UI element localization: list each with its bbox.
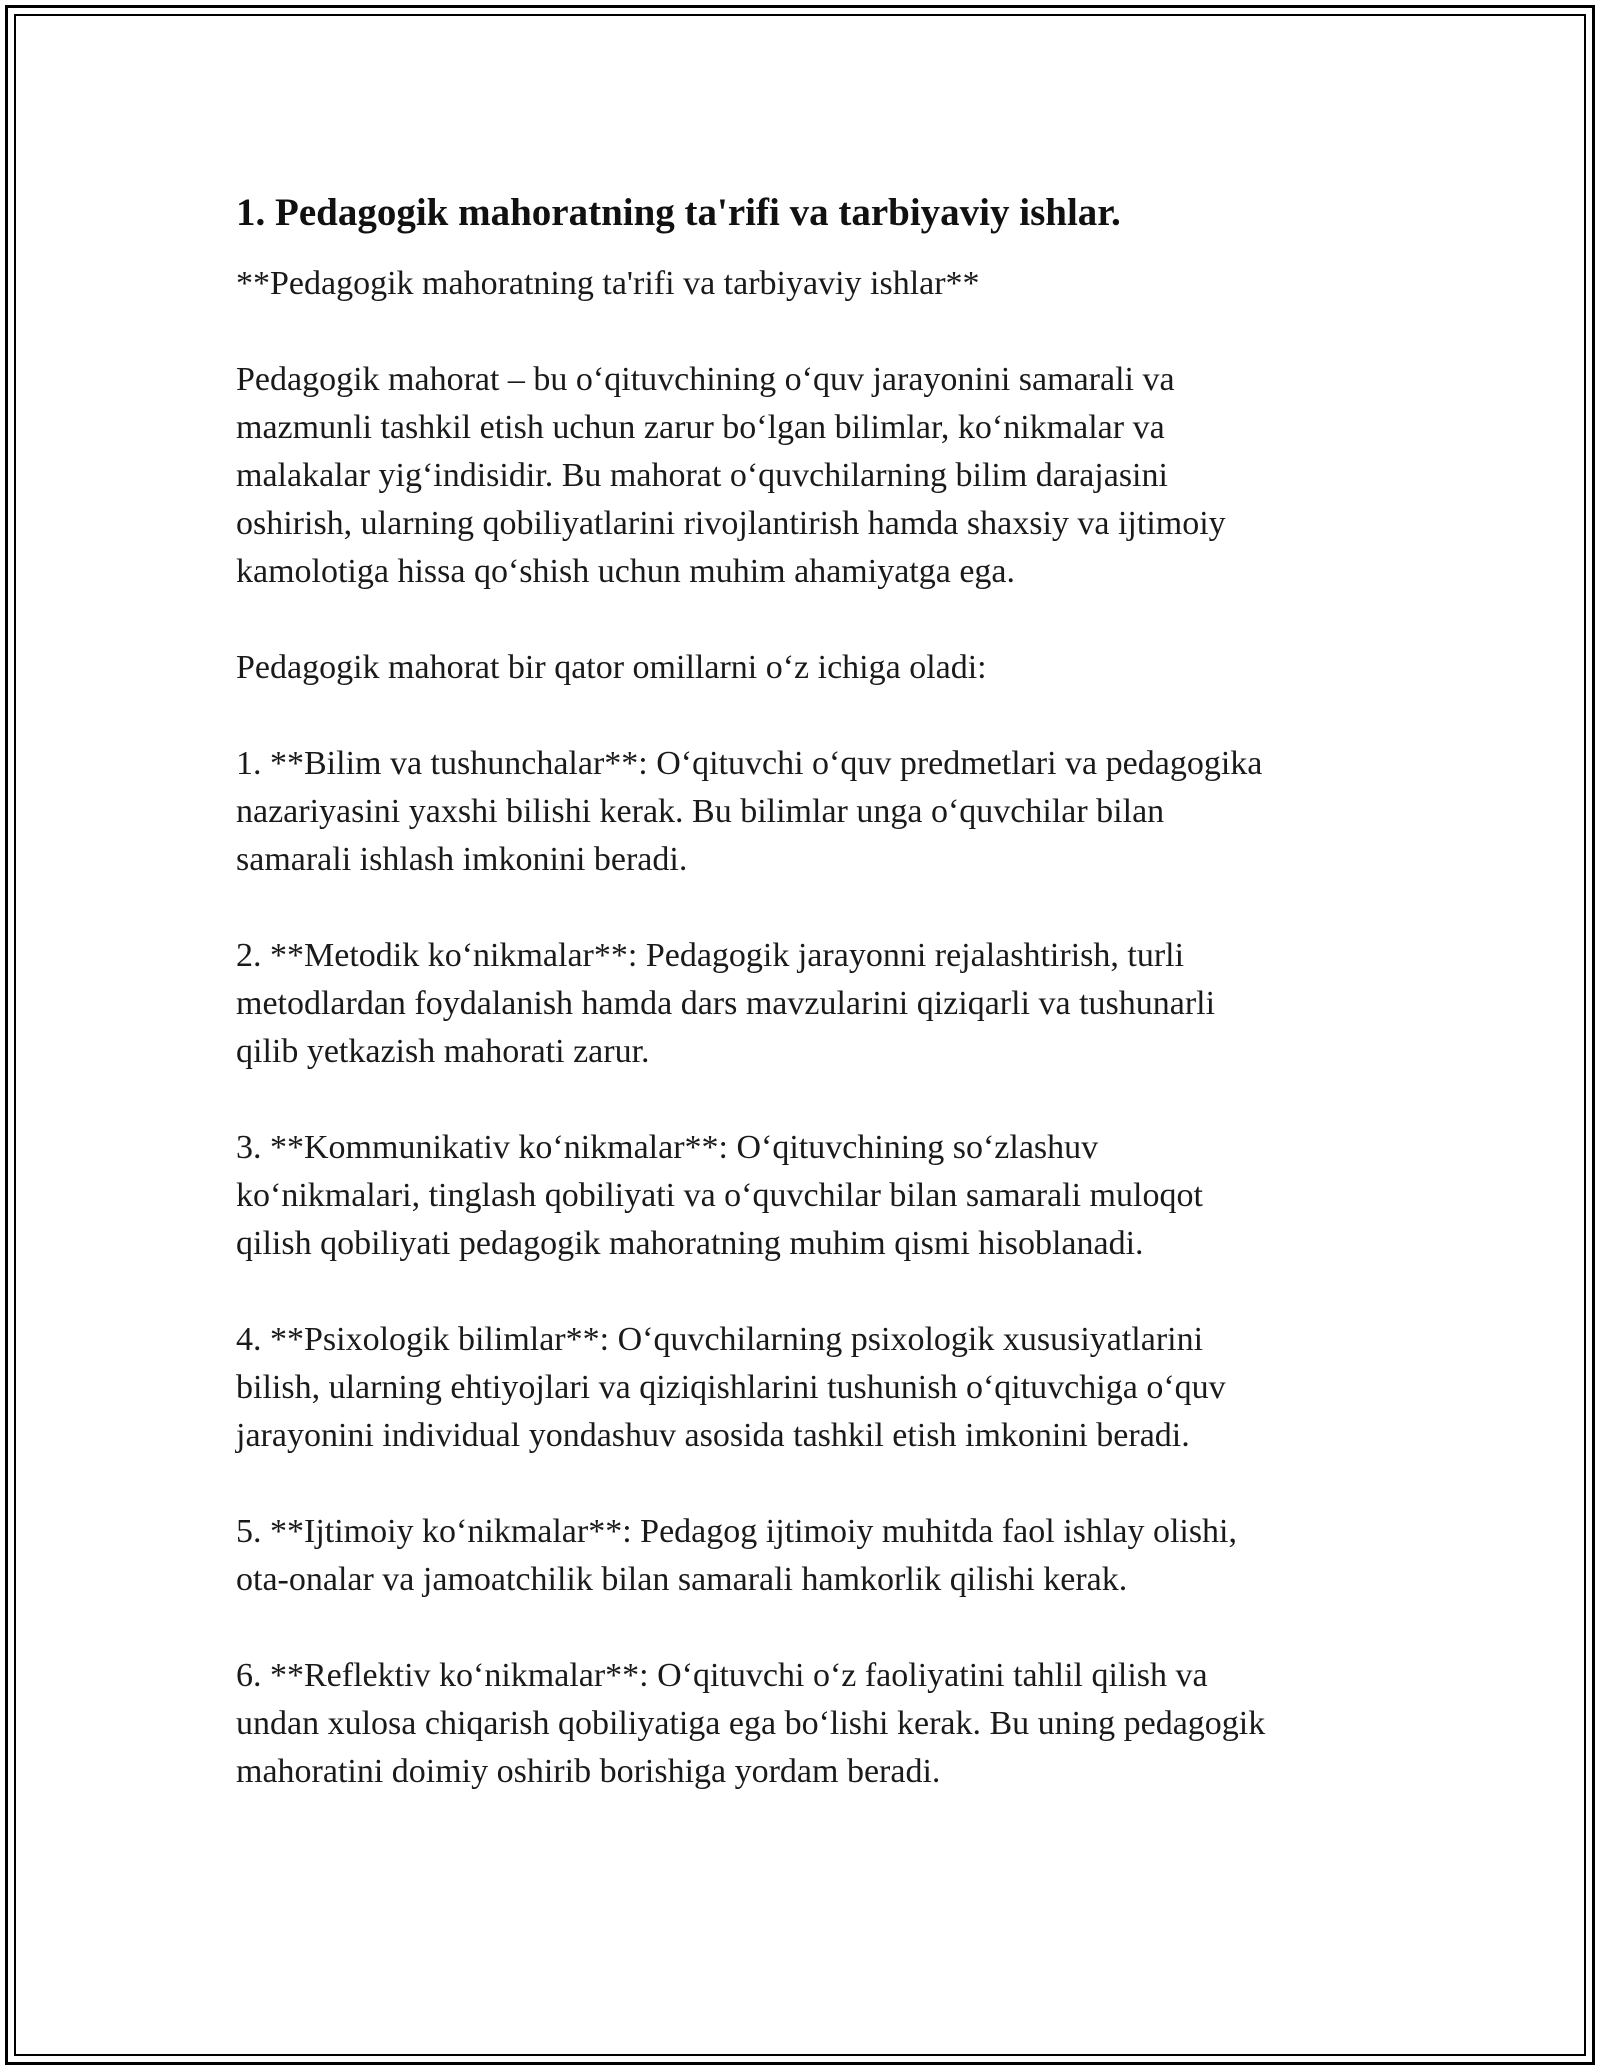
list-item-knowledge: 1. **Bilim va tushunchalar**: O‘qituvchi o‘quv predmetlari va pedagogika nazariyasini yaxshi bilishi kerak. Bu bilimlar unga o‘quvchilar bilan samarali ishlash imkonini beradi. xyxy=(236,745,1263,878)
definition-paragraph: Pedagogik mahorat – bu o‘qituvchining o‘quv jarayonini samarali va mazmunli tashkil etish uchun zarur bo‘lgan bilimlar, ko‘nikmalar va malakalar yig‘indisidir. Bu mahorat o‘quvchilarning bilim darajasini oshirish, ularning qobiliyatlarini rivojlantirish hamda shaxsiy va ijtimoiy kamolotiga hissa qo‘shish uchun muhim ahamiyatga ega. xyxy=(236,361,1226,590)
document-title: 1. Pedagogik mahoratning ta'rifi va tarbiyaviy ishlar. xyxy=(236,191,1121,234)
list-item-psychological: 4. **Psixologik bilimlar**: O‘quvchilarning psixologik xususiyatlarini bilish, ularning ehtiyojlari va qiziqishlarini tushunish o‘qituvchiga o‘quv jarayonini individual yondashuv asosida tashkil etish imkonini beradi. xyxy=(236,1321,1226,1454)
subtitle-paragraph: **Pedagogik mahoratning ta'rifi va tarbiyaviy ishlar** xyxy=(236,265,980,302)
list-item-communicative: 3. **Kommunikativ ko‘nikmalar**: O‘qituvchining so‘zlashuv ko‘nikmalari, tinglash qobiliyati va o‘quvchilar bilan samarali muloqot qilish qobiliyati pedagogik mahoratning muhim qismi hisoblanadi. xyxy=(236,1129,1203,1262)
intro-paragraph: Pedagogik mahorat bir qator omillarni o‘z ichiga oladi: xyxy=(236,649,987,686)
list-item-social: 5. **Ijtimoiy ko‘nikmalar**: Pedagog ijtimoiy muhitda faol ishlay olishi, ota-onalar va jamoatchilik bilan samarali hamkorlik qilishi kerak. xyxy=(236,1513,1238,1598)
document-body xyxy=(236,186,1364,1796)
list-item-reflective: 6. **Reflektiv ko‘nikmalar**: O‘qituvchi o‘z faoliyatini tahlil qilish va undan xulosa chiqarish qobiliyatiga ega bo‘lishi kerak. Bu uning pedagogik mahoratini doimiy oshirib borishiga yordam beradi. xyxy=(236,1657,1266,1790)
list-item-methodical: 2. **Metodik ko‘nikmalar**: Pedagogik jarayonni rejalashtirish, turli metodlardan foydalanish hamda dars mavzularini qiziqarli va tushunarli qilib yetkazish mahorati zarur. xyxy=(236,937,1216,1070)
